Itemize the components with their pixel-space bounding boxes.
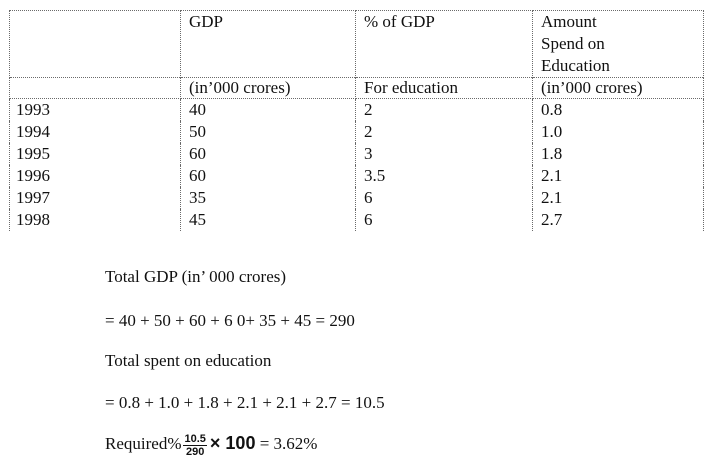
cell-year: 1996	[10, 165, 181, 187]
total-education-sum: = 0.8 + 1.0 + 1.8 + 2.1 + 2.1 + 2.7 = 10.5	[105, 393, 385, 412]
table-row	[10, 165, 704, 187]
cell-percent: 3.5	[356, 165, 533, 187]
cell-year: 1993	[10, 99, 181, 122]
cell-gdp: 50	[181, 121, 356, 143]
table-header-row	[10, 11, 704, 78]
table-row	[10, 143, 704, 165]
table-row	[10, 99, 704, 122]
cell-percent: 3	[356, 143, 533, 165]
total-gdp-sum: = 40 + 50 + 60 + 6 0+ 35 + 45 = 290	[105, 311, 355, 330]
units-amount: (in’000 crores)	[533, 78, 704, 99]
required-percent-line	[105, 432, 317, 458]
cell-year: 1995	[10, 143, 181, 165]
header-amount-spend	[533, 11, 704, 78]
header-percent-gdp: % of GDP	[356, 11, 533, 78]
fraction	[183, 433, 206, 458]
cell-amount: 1.8	[533, 143, 704, 165]
cell-amount: 2.1	[533, 165, 704, 187]
table-row	[10, 121, 704, 143]
multiplier: × 100	[209, 433, 256, 453]
cell-amount: 2.7	[533, 209, 704, 231]
total-education-label: Total spent on education	[105, 351, 272, 370]
fraction-denominator: 290	[186, 445, 205, 458]
cell-gdp: 45	[181, 209, 356, 231]
cell-gdp: 40	[181, 99, 356, 122]
required-result: = 3.62%	[255, 434, 318, 453]
required-label: Required%	[105, 434, 182, 453]
cell-percent: 2	[356, 99, 533, 122]
header-gdp: GDP	[181, 11, 356, 78]
cell-percent: 6	[356, 209, 533, 231]
table-units-row	[10, 78, 704, 99]
cell-year: 1994	[10, 121, 181, 143]
units-percent: For education	[356, 78, 533, 99]
table-row	[10, 187, 704, 209]
education-spending-table	[9, 10, 704, 231]
cell-gdp: 35	[181, 187, 356, 209]
header-amount-spend-text: Amount Spend on Education	[541, 12, 610, 75]
cell-year: 1997	[10, 187, 181, 209]
table-row	[10, 209, 704, 231]
fraction-numerator: 10.5	[184, 432, 206, 445]
cell-amount: 1.0	[533, 121, 704, 143]
cell-percent: 6	[356, 187, 533, 209]
cell-gdp: 60	[181, 143, 356, 165]
cell-gdp: 60	[181, 165, 356, 187]
units-year	[10, 78, 181, 99]
cell-amount: 2.1	[533, 187, 704, 209]
total-gdp-label: Total GDP (in’ 000 crores)	[105, 267, 287, 286]
cell-year: 1998	[10, 209, 181, 231]
cell-amount: 0.8	[533, 99, 704, 122]
cell-percent: 2	[356, 121, 533, 143]
header-year	[10, 11, 181, 78]
units-gdp: (in’000 crores)	[181, 78, 356, 99]
